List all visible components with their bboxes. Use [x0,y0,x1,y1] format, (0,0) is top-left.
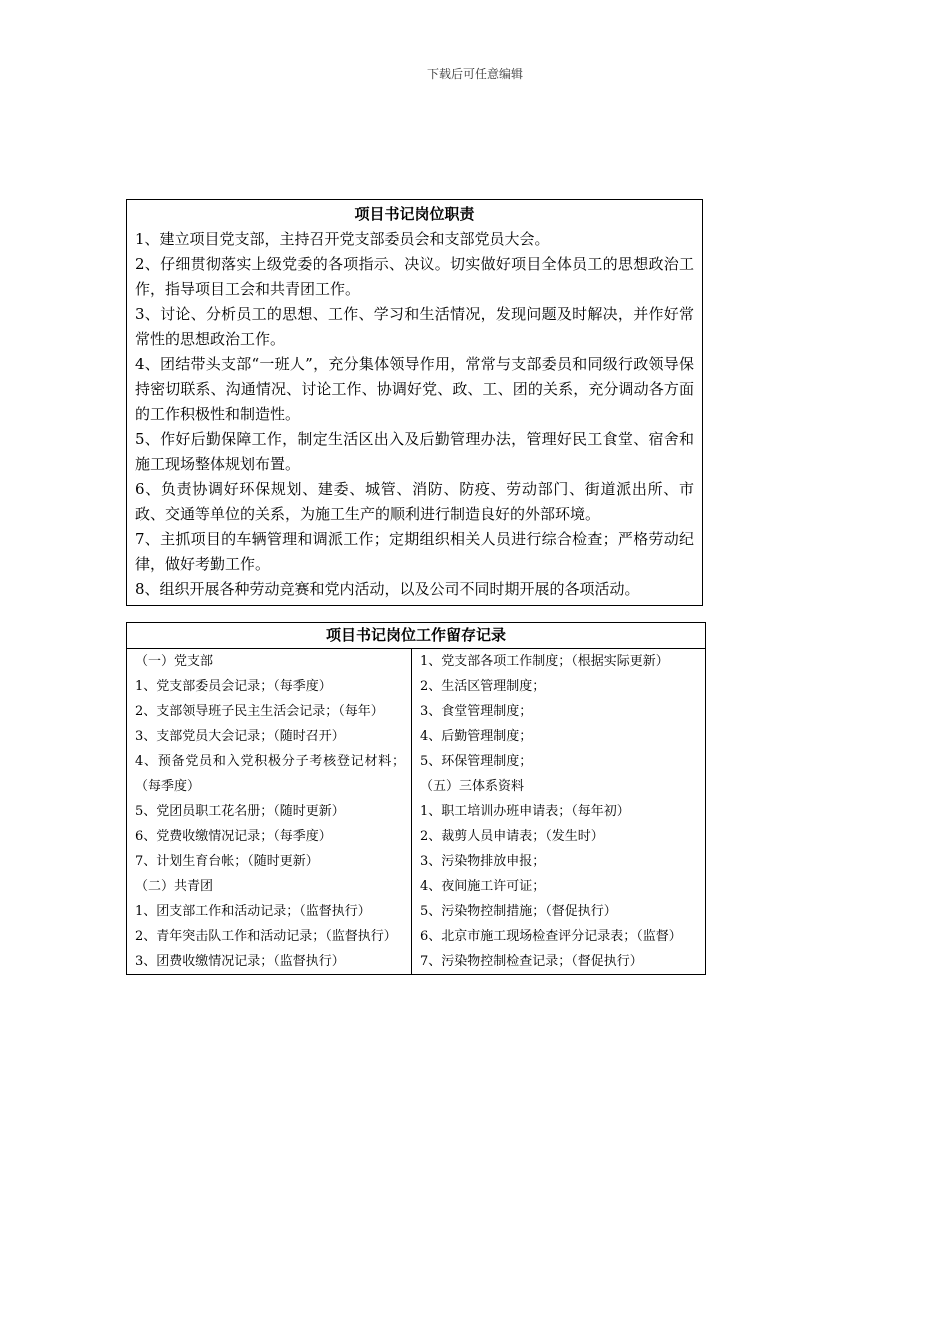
duty-item: 3、讨论、分析员工的思想、工作、学习和生活情况，发现问题及时解决，并作好常常性的思想政治工作。 [135,305,694,348]
duty-table [126,199,703,606]
record-table-title: 项目书记岗位工作留存记录 [127,623,706,649]
record-item: 6、党费收缴情况记录；（每季度） [135,829,332,844]
record-item: 1、职工培训办班申请表；（每年初） [420,804,630,819]
record-item: 1、团支部工作和活动记录；（监督执行） [135,904,371,919]
record-item: 3、团费收缴情况记录；（监督执行） [135,954,345,969]
record-item: 7、污染物控制检查记录；（督促执行） [420,954,643,969]
page-header-note: 下载后可任意编辑 [426,67,523,81]
duty-item: 5、作好后勤保障工作，制定生活区出入及后勤管理办法，管理好民工食堂、宿舍和施工现场整体规划布置。 [135,430,694,473]
record-right-column [412,649,706,975]
duty-table-title: 项目书记岗位职责 [354,205,475,223]
record-item: 2、生活区管理制度； [420,679,546,694]
record-item: 2、青年突击队工作和活动记录；（监督执行） [135,929,397,944]
record-item: 2、裁剪人员申请表；（发生时） [420,829,604,844]
record-item: 4、预备党员和入党积极分子考核登记材料；（每季度） [135,754,405,794]
record-item: 3、支部党员大会记录；（随时召开） [135,729,345,744]
record-item: 5、污染物控制措施；（督促执行） [420,904,617,919]
duty-item: 1、建立项目党支部，主持召开党支部委员会和支部党员大会。 [135,230,550,248]
duty-item: 2、仔细贯彻落实上级党委的各项指示、决议。切实做好项目全体员工的思想政治工作，指导项目工会和共青团工作。 [135,255,694,298]
duty-item: 8、组织开展各种劳动竞赛和党内活动，以及公司不同时期开展的各项活动。 [135,580,640,598]
record-item: 3、食堂管理制度； [420,704,533,719]
record-item: （五）三体系资料 [420,779,525,794]
record-table [126,622,706,975]
record-item: 4、后勤管理制度； [420,729,533,744]
record-item: 5、环保管理制度； [420,754,533,769]
duty-item: 7、主抓项目的车辆管理和调派工作；定期组织相关人员进行综合检查；严格劳动纪律，做好考勤工作。 [135,530,694,573]
record-left-column [127,649,412,975]
duty-item: 6、负责协调好环保规划、建委、城管、消防、防疫、劳动部门、街道派出所、市政、交通等单位的关系，为施工生产的顺利进行制造良好的外部环境。 [135,480,694,523]
record-item: 1、党支部委员会记录；（每季度） [135,679,332,694]
record-item: 3、污染物排放申报； [420,854,546,869]
record-item: 7、计划生育台帐；（随时更新） [135,854,319,869]
record-item: 1、党支部各项工作制度；（根据实际更新） [420,654,669,669]
duty-item: 4、团结带头支部“一班人”，充分集体领导作用，常常与支部委员和同级行政领导保持密切联系、沟通情况、讨论工作、协调好党、政、工、团的关系，充分调动各方面的工作积极性和制造性。 [135,355,694,423]
record-item: 4、夜间施工许可证； [420,879,546,894]
record-item: （一）党支部 [135,654,214,669]
record-item: 6、北京市施工现场检查评分记录表；（监督） [420,929,682,944]
record-item: 5、党团员职工花名册；（随时更新） [135,804,345,819]
record-item: 2、支部领导班子民主生活会记录；（每年） [135,704,384,719]
record-item: （二）共青团 [135,879,214,894]
